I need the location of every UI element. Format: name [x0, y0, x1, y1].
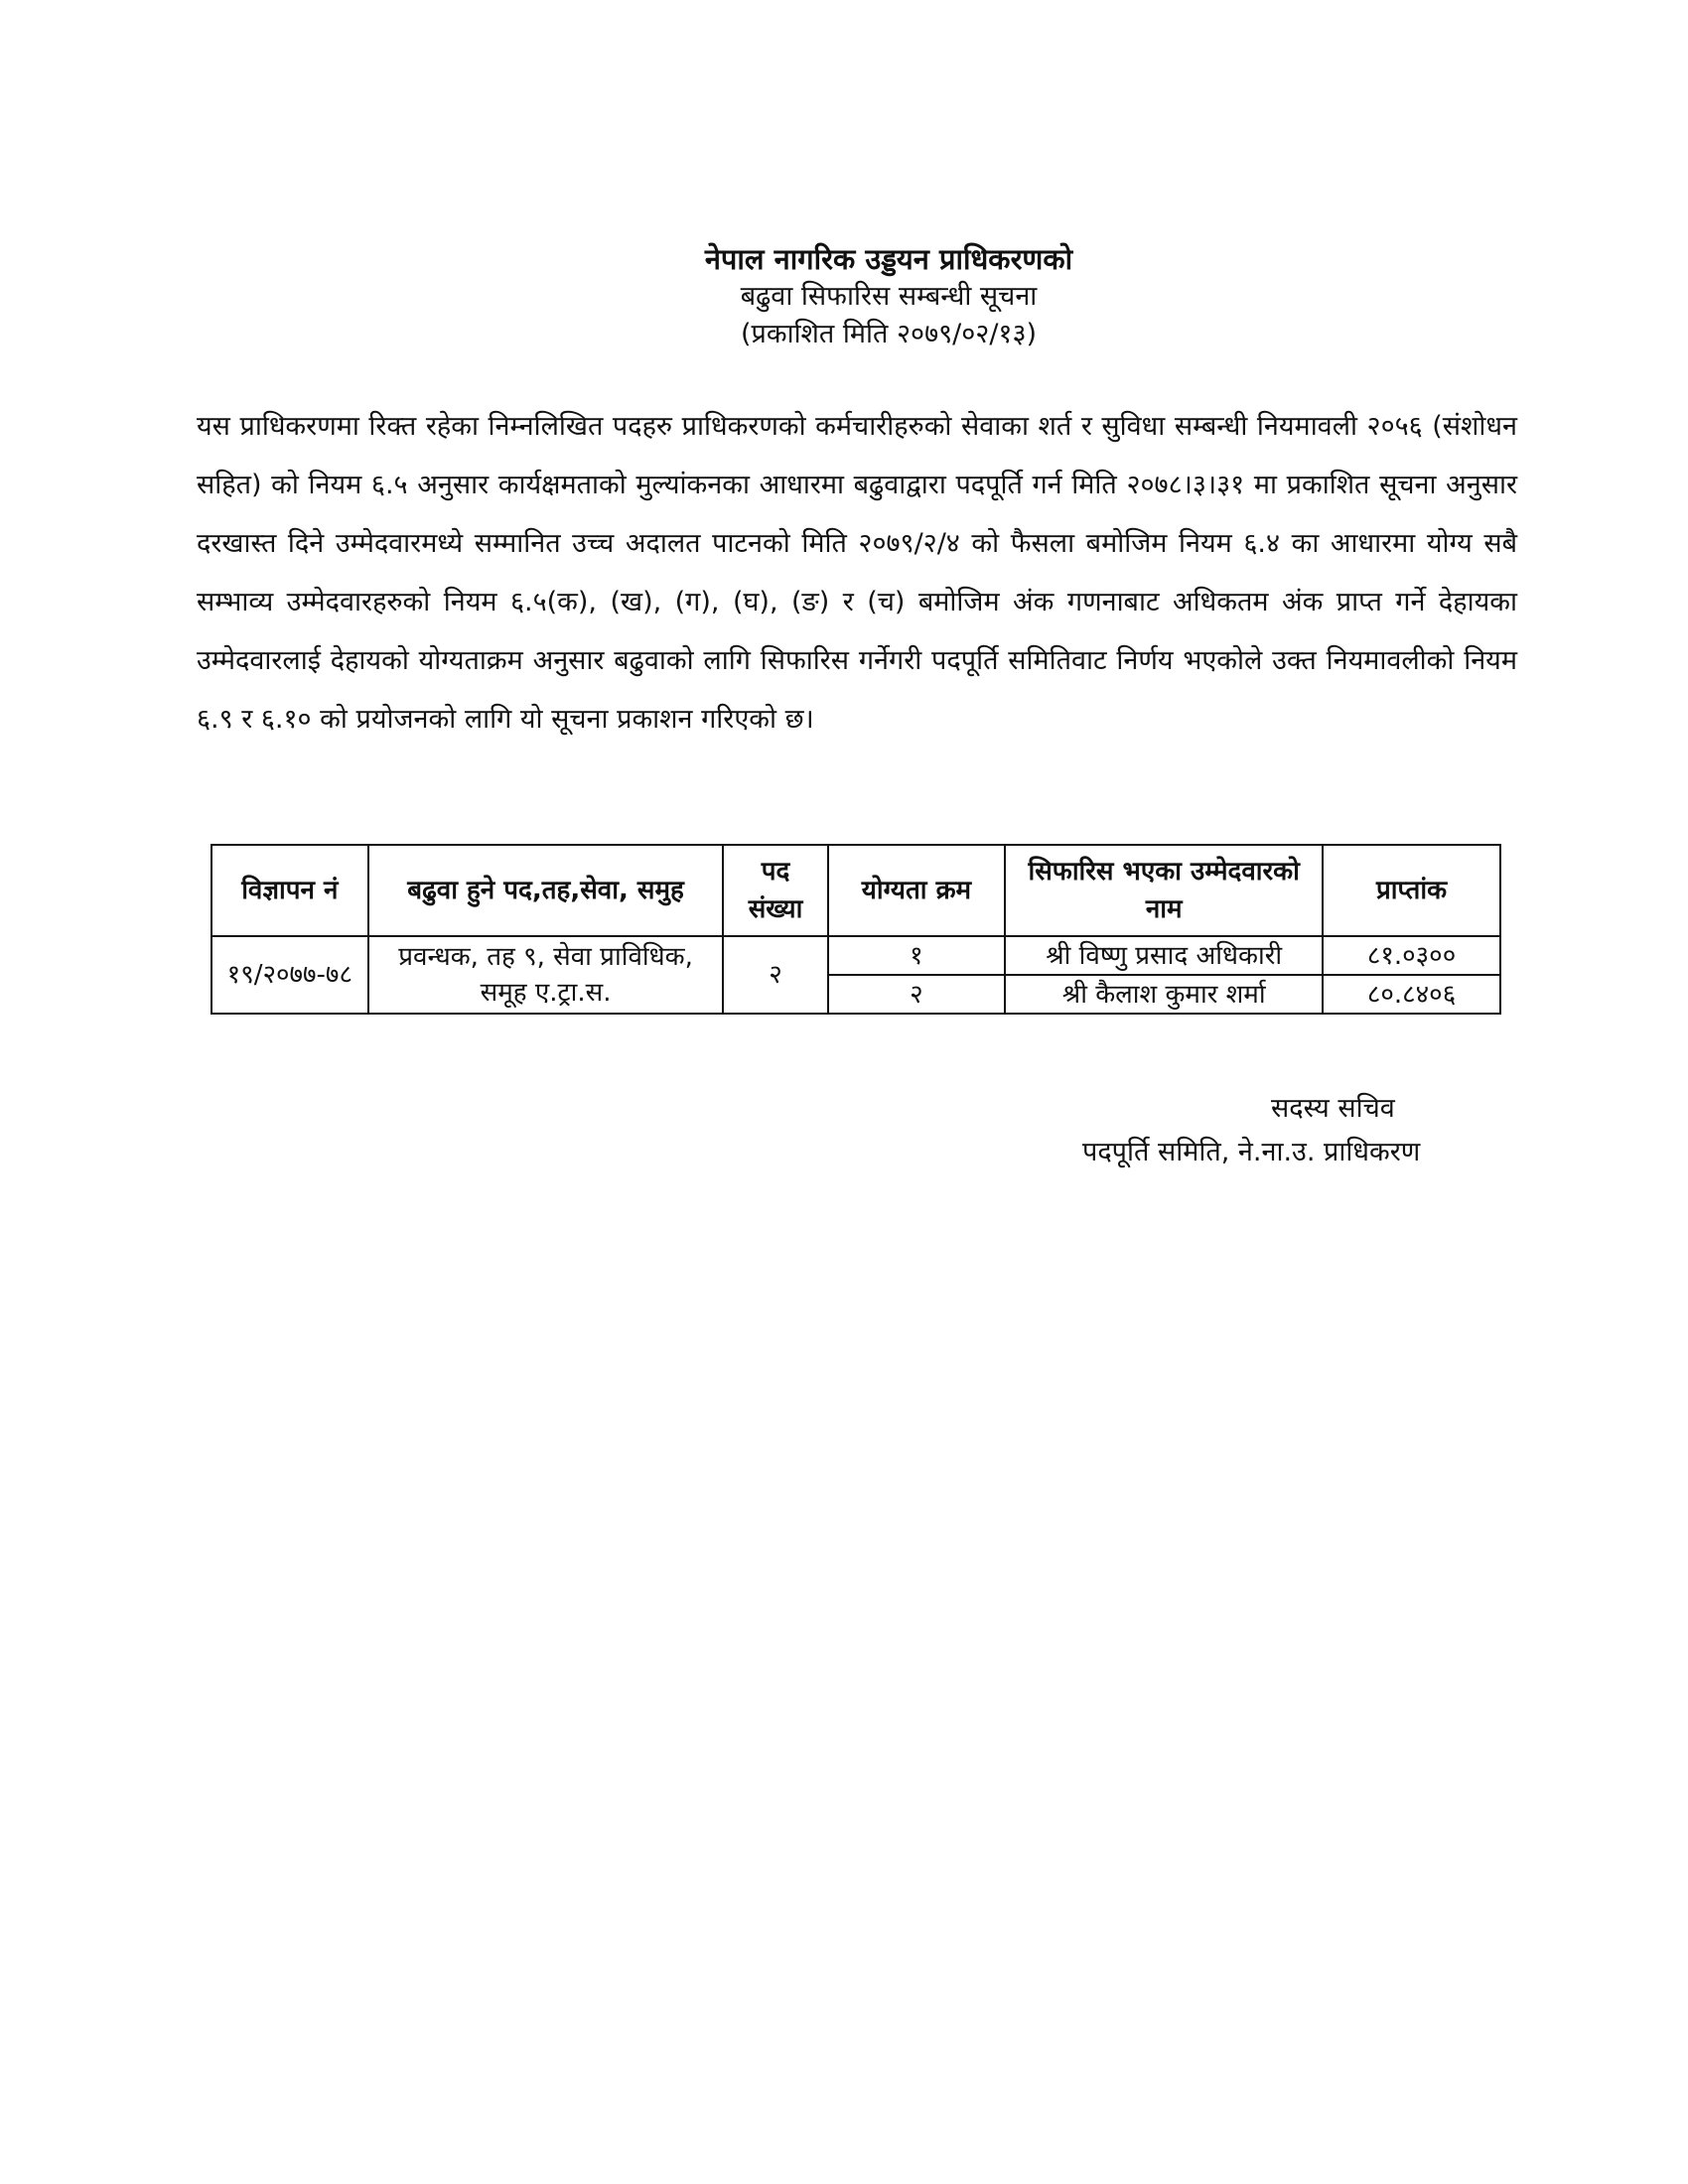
score-cell: ८१.०३०० [1323, 936, 1500, 975]
notice-paragraph: यस प्राधिकरणमा रिक्त रहेका निम्नलिखित पदहरु प्राधिकरणको कर्मचारीहरुको सेवाका शर्त र सुविधा सम्बन्धी नियमावली २०५६ (संशोधन सहित) को नियम ६.५ अनुसार कार्यक्षमताको मुल्यांकनका आधारमा बढुवाद्वारा पदपूर्ति गर्न मिति २०७८।३।३१ मा प्रकाशित सूचना अनुसार दरखास्त दिने उम्मेदवारमध्ये सम्मानित उच्च अदालत पाटनको मिति २०७९/२/४ को फैसला बमोजिम नियम ६.४ का आधारमा योग्य सबै सम्भाव्य उम्मेदवारहरुको नियम ६.५(क), (ख), (ग), (घ), (ङ) र (च) बमोजिम अंक गणनाबाट अधिकतम अंक प्राप्त गर्ने देहायका उम्मेदवारलाई देहायको योग्यताक्रम अनुसार बढुवाको लागि सिफारिस गर्नेगरी पदपूर्ति समितिवाट निर्णय भएकोले उक्त नियमावलीको नियम ६.९ र ६.१० को प्रयोजनको लागि यो सूचना प्रकाशन गरिएको छ। [197, 411, 1517, 735]
header-count: पद संख्या [723, 845, 827, 936]
ad-no-cell: १९/२०७७-७८ [211, 936, 368, 1014]
signatory-title: सदस्य सचिव [1271, 1093, 1395, 1124]
notice-subject: बढुवा सिफारिस सम्बन्धी सूचना [740, 281, 1038, 312]
table-row [211, 936, 1500, 975]
organization-title: नेपाल नागरिक उड्डयन प्राधिकरणको [704, 242, 1073, 276]
header-rank: योग्यता क्रम [828, 845, 1006, 936]
candidate-name-cell: श्री कैलाश कुमार शर्मा [1005, 975, 1323, 1014]
header-ad-no: विज्ञापन नं [211, 845, 368, 936]
header-post: बढुवा हुने पद,तह,सेवा, समुह [368, 845, 724, 936]
rank-cell: १ [828, 936, 1006, 975]
signatory-organization: पदपूर्ति समिति, ने.ना.उ. प्राधिकरण [1082, 1137, 1421, 1167]
rank-cell: २ [828, 975, 1006, 1014]
header-candidate-name: सिफारिस भएका उम्मेदवारको नाम [1005, 845, 1323, 936]
candidate-name-cell: श्री विष्णु प्रसाद अधिकारी [1005, 936, 1323, 975]
published-date: (प्रकाशित मिति २०७९/०२/१३) [740, 319, 1038, 349]
header-score: प्राप्तांक [1323, 845, 1500, 936]
signature-block [1082, 1087, 1499, 1174]
count-cell: २ [723, 936, 827, 1014]
post-cell: प्रवन्धक, तह ९, सेवा प्राविधिक, समूह ए.ट्रा.स. [368, 936, 724, 1014]
score-cell: ८०.८४०६ [1323, 975, 1500, 1014]
notice-header [0, 240, 1688, 353]
table-header-row [211, 845, 1500, 936]
promotion-table [211, 844, 1501, 1015]
